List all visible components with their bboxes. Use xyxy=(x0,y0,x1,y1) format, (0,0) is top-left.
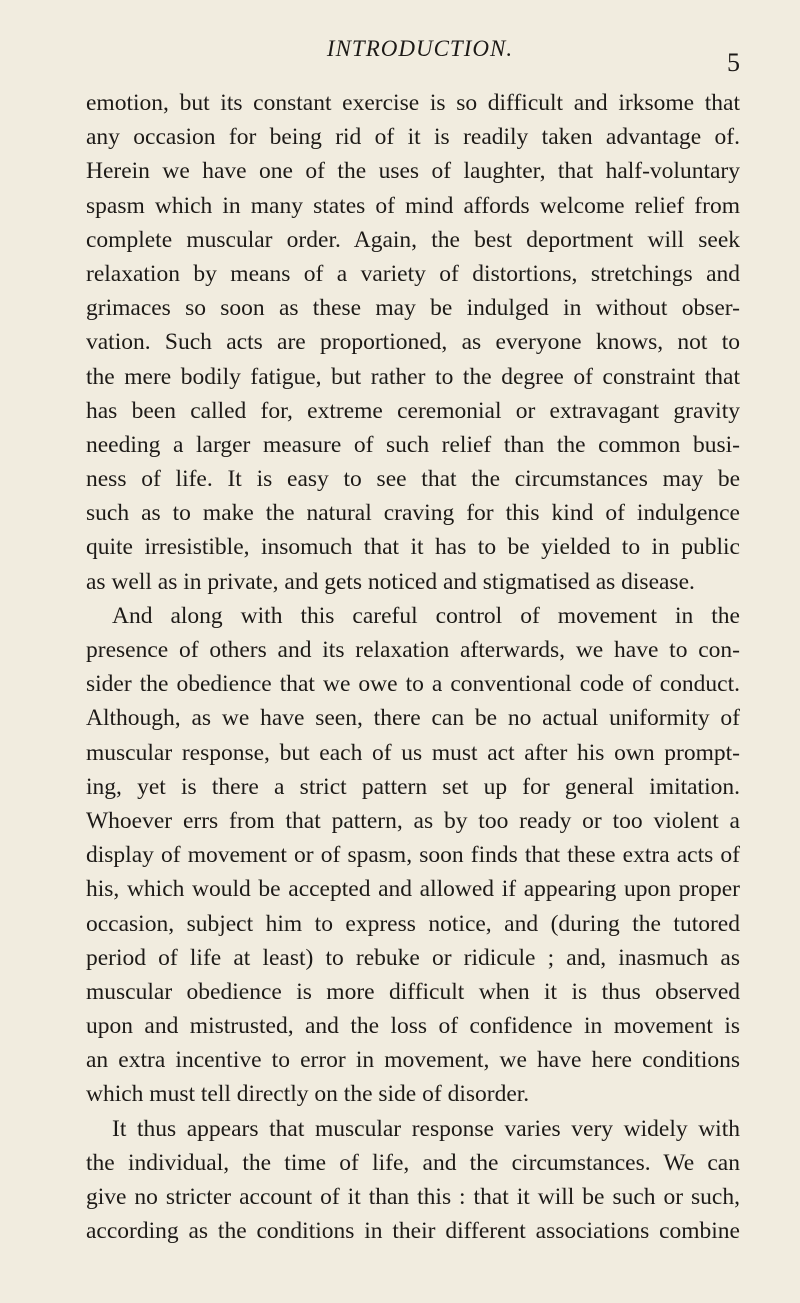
text-line: muscular response, but each of us must act after his own prompt- xyxy=(86,739,740,766)
text-line: has been called for, extreme ceremonial or extravagant gravity xyxy=(86,397,740,424)
text-line: ing, yet is there a strict pattern set up for general imitation. xyxy=(86,773,740,800)
text-line: give no stricter account of it than this : that it will be such or such, xyxy=(86,1184,740,1210)
text-line: grimaces so soon as these may be indulged in without obser- xyxy=(86,295,740,322)
text-line: such as to make the natural craving for this kind of indulgence xyxy=(86,500,740,527)
text-line: spasm which in many states of mind affords welcome relief from xyxy=(86,192,740,219)
text-line: the mere bodily fatigue, but rather to the degree of constraint that xyxy=(86,363,740,390)
text-line: Herein we have one of the uses of laughter, that half-voluntary xyxy=(86,158,740,185)
text-line: the individual, the time of life, and the circumstances. We can xyxy=(86,1149,740,1176)
text-line: It thus appears that muscular response varies very widely with xyxy=(112,1115,740,1142)
text-line: sider the obedience that we owe to a conventional code of conduct. xyxy=(86,671,740,698)
text-line: ness of life. It is easy to see that the circumstances may be xyxy=(86,466,740,493)
text-line: vation. Such acts are proportioned, as everyone knows, not to xyxy=(86,329,740,356)
text-line: complete muscular order. Again, the best deportment will seek xyxy=(86,226,740,253)
running-head xyxy=(100,30,740,80)
running-title: INTRODUCTION. xyxy=(326,36,514,61)
text-line: relaxation by means of a variety of distortions, stretchings and xyxy=(86,260,740,287)
text-line: And along with this careful control of movement in the xyxy=(112,602,740,629)
text-line: any occasion for being rid of it is readily taken advantage of. xyxy=(86,124,740,151)
text-line: needing a larger measure of such relief than the common busi- xyxy=(86,431,740,458)
text-line: according as the conditions in their different associations combine xyxy=(86,1218,740,1245)
text-line: display of movement or of spasm, soon finds that these extra acts of xyxy=(86,842,740,869)
page-number: 5 xyxy=(727,48,740,77)
text-line: an extra incentive to error in movement, we have here conditions xyxy=(86,1047,740,1074)
text-line: period of life at least) to rebuke or ridicule ; and, inasmuch as xyxy=(86,944,740,971)
text-line: presence of others and its relaxation afterwards, we have to con- xyxy=(86,637,740,663)
text-line: Although, as we have seen, there can be no actual uniformity of xyxy=(86,705,740,732)
text-line: occasion, subject him to express notice, and (during the tutored xyxy=(86,910,740,937)
text-line: muscular obedience is more difficult when it is thus observed xyxy=(86,978,740,1005)
text-line: as well as in private, and gets noticed and stigmatised as disease. xyxy=(86,568,695,595)
text-line: upon and mistrusted, and the loss of confidence in movement is xyxy=(86,1013,740,1040)
text-line: which must tell directly on the side of disorder. xyxy=(86,1081,530,1108)
text-line: his, which would be accepted and allowed if appearing upon proper xyxy=(86,876,740,903)
text-line: emotion, but its constant exercise is so difficult and irksome that xyxy=(86,90,740,116)
text-line: Whoever errs from that pattern, as by too ready or too violent a xyxy=(86,807,740,834)
body-text xyxy=(86,86,740,1248)
text-line: quite irresistible, insomuch that it has to be yielded to in public xyxy=(86,534,740,561)
